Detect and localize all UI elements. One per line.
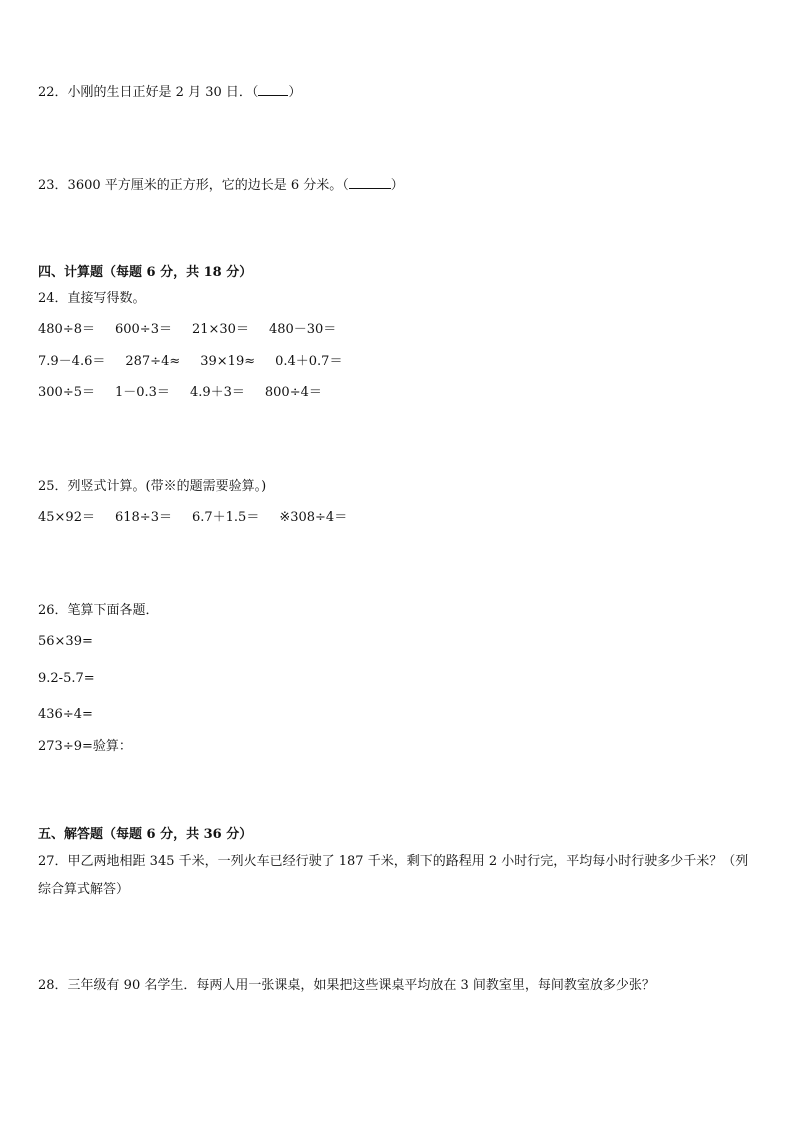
calc-item: 436÷4= [38,707,93,722]
question-25-row [38,509,367,527]
question-23-text: 23．3600 平方厘米的正方形，它的边长是 6 分米。（ [38,178,349,193]
question-24-row-2 [38,353,362,371]
calc-item: 618÷3＝ [114,510,172,525]
question-26-title: 26．笔算下面各题． [38,603,159,618]
question-25-title: 25．列竖式计算。(带※的题需要验算。) [38,479,267,494]
question-24-title: 24．直接写得数。 [38,291,146,306]
calc-item: 0.4＋0.7＝ [275,354,343,369]
question-22 [38,83,301,102]
calc-item: 1－0.3＝ [114,385,170,400]
question-23-close: ） [390,178,404,193]
question-24-row-1 [38,321,356,339]
calc-item: ※308÷4＝ [279,510,348,525]
calc-item: 480－30＝ [268,322,337,337]
question-22-text: 22．小刚的生日正好是 2 月 30 日．（ [38,85,259,100]
calc-item: 480÷8＝ [38,322,95,337]
calc-item: 39×19≈ [200,354,256,369]
section-4-title: 四、计算题（每题 6 分，共 18 分） [38,265,253,280]
calc-item: 273÷9=验算： [38,739,132,754]
question-27: 27．甲乙两地相距 345 千米，一列火车已经行驶了 187 千米，剩下的路程用 2 小时行完，平均每小时行驶多少千米？（列综合算式解答） [38,854,749,897]
answer-blank[interactable] [258,83,288,96]
calc-item: 6.7＋1.5＝ [191,510,260,525]
calc-item: 7.9－4.6＝ [38,354,106,369]
question-28: 28．三年级有 90 名学生．每两人用一张课桌，如果把这些课桌平均放在 3 间教室里，每间教室放多少张？ [38,978,655,993]
question-24-row-3 [38,384,342,402]
answer-blank[interactable] [349,176,391,189]
calc-item: 9.2-5.7= [38,671,95,686]
calc-item: 21×30＝ [191,322,249,337]
calc-item: 600÷3＝ [114,322,172,337]
calc-item: 800÷4＝ [264,385,322,400]
calc-item: 287÷4≈ [125,354,181,369]
question-23 [38,176,404,195]
section-5-title: 五、解答题（每题 6 分，共 36 分） [38,827,253,842]
calc-item: 56×39= [38,634,93,649]
calc-item: 45×92＝ [38,510,95,525]
question-22-close: ） [288,85,302,100]
calc-item: 300÷5＝ [38,385,95,400]
calc-item: 4.9＋3＝ [189,385,245,400]
